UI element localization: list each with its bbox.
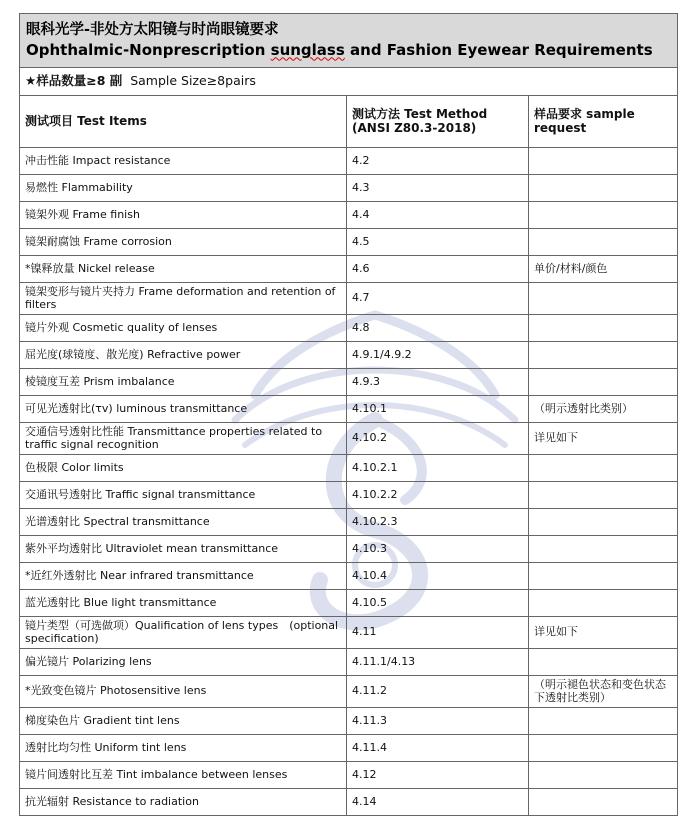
header-method-line2: (ANSI Z80.3-2018) [352,120,477,135]
title-en-prefix: Ophthalmic-Nonprescription [26,40,271,59]
header-items: 测试项目 Test Items [20,96,347,148]
test-item-cell: 冲击性能 Impact resistance [20,148,347,175]
table-row [20,617,678,649]
test-method-cell: 4.12 [347,762,529,789]
test-item-cell: 抗光辐射 Resistance to radiation [20,789,347,816]
sample-size-row [20,68,678,96]
test-item-cell: 屈光度(球镜度、散光度) Refractive power [20,342,347,369]
table-row [20,735,678,762]
test-method-cell: 4.8 [347,315,529,342]
test-item-cell: 棱镜度互差 Prism imbalance [20,369,347,396]
table-row [20,175,678,202]
test-method-cell: 4.14 [347,789,529,816]
title-en-underlined: sunglass [270,40,345,59]
table-row [20,283,678,315]
table-row [20,342,678,369]
sample-request-cell [529,202,678,229]
test-method-cell: 4.3 [347,175,529,202]
test-item-cell: 交通信号透射比性能 Transmittance properties related to traffic signal recognition [20,423,347,455]
test-item-cell: 镜架外观 Frame finish [20,202,347,229]
test-item-cell: 可见光透射比(τv) luminous transmittance [20,396,347,423]
sample-request-cell [529,649,678,676]
test-item-cell: 透射比均匀性 Uniform tint lens [20,735,347,762]
table-row [20,148,678,175]
sample-request-cell: （明示褪色状态和变色状态下透射比类别） [529,676,678,708]
test-item-cell: *近红外透射比 Near infrared transmittance [20,563,347,590]
sample-request-cell [529,762,678,789]
test-method-cell: 4.10.3 [347,536,529,563]
sample-request-cell [529,509,678,536]
test-item-cell: 紫外平均透射比 Ultraviolet mean transmittance [20,536,347,563]
sample-request-cell: 详见如下 [529,617,678,649]
test-item-cell: 交通讯号透射比 Traffic signal transmittance [20,482,347,509]
title-en [26,42,672,59]
header-method-line1: 测试方法 Test Method [352,106,488,121]
table-row [20,536,678,563]
test-item-cell: 镜架变形与镜片夹持力 Frame deformation and retention of filters [20,283,347,315]
sample-request-cell [529,563,678,590]
test-method-cell: 4.10.2.1 [347,455,529,482]
test-item-cell: *光致变色镜片 Photosensitive lens [20,676,347,708]
sample-request-cell [529,482,678,509]
table-row [20,256,678,283]
sample-request-cell [529,175,678,202]
test-method-cell: 4.2 [347,148,529,175]
test-method-cell: 4.5 [347,229,529,256]
table-row [20,590,678,617]
sample-request-cell [529,789,678,816]
test-method-cell: 4.9.3 [347,369,529,396]
test-item-cell: 镜片间透射比互差 Tint imbalance between lenses [20,762,347,789]
table-row [20,315,678,342]
title-en-suffix: and Fashion Eyewear Requirements [344,40,653,59]
title-zh: 眼科光学-非处方太阳镜与时尚眼镜要求 [26,22,279,39]
table-row [20,369,678,396]
test-method-cell: 4.10.1 [347,396,529,423]
title-cell [20,14,678,68]
table-row [20,762,678,789]
test-item-cell: 镜片外观 Cosmetic quality of lenses [20,315,347,342]
test-item-cell: 镜架耐腐蚀 Frame corrosion [20,229,347,256]
star-icon: ★ [25,73,37,89]
test-item-cell: 光谱透射比 Spectral transmittance [20,509,347,536]
test-method-cell: 4.11.1/4.13 [347,649,529,676]
table-row [20,789,678,816]
table-row [20,649,678,676]
sample-request-cell [529,735,678,762]
sample-request-cell [529,590,678,617]
test-method-cell: 4.11.4 [347,735,529,762]
test-method-cell: 4.11.2 [347,676,529,708]
sample-request-cell: 单价/材料/颜色 [529,256,678,283]
test-method-cell: 4.7 [347,283,529,315]
table-row [20,423,678,455]
test-method-cell: 4.9.1/4.9.2 [347,342,529,369]
sample-request-cell [529,283,678,315]
test-method-cell: 4.10.5 [347,590,529,617]
table-row [20,563,678,590]
title-row [20,14,678,68]
test-method-cell: 4.10.2.2 [347,482,529,509]
test-item-cell: 易燃性 Flammability [20,175,347,202]
test-method-cell: 4.10.2 [347,423,529,455]
table-row [20,229,678,256]
sample-request-cell [529,708,678,735]
sample-size-zh: 样品数量≥8 副 [36,73,123,89]
test-item-cell: 蓝光透射比 Blue light transmittance [20,590,347,617]
sample-size-cell [20,68,678,96]
sample-request-cell [529,455,678,482]
test-item-cell: 色极限 Color limits [20,455,347,482]
table-row [20,396,678,423]
sample-request-cell [529,536,678,563]
test-item-cell: 梯度染色片 Gradient tint lens [20,708,347,735]
test-item-cell: 镜片类型（可选做项）Qualification of lens types (optional specification) [20,617,347,649]
sample-request-cell [529,342,678,369]
header-row [20,96,678,148]
table-row [20,482,678,509]
header-request: 样品要求 sample request [529,96,678,148]
table-row [20,455,678,482]
sample-request-cell: 详见如下 [529,423,678,455]
test-item-cell: *镍释放量 Nickel release [20,256,347,283]
test-method-cell: 4.6 [347,256,529,283]
table-row [20,708,678,735]
test-method-cell: 4.4 [347,202,529,229]
sample-request-cell [529,229,678,256]
sample-request-cell: （明示透射比类别） [529,396,678,423]
sample-request-cell [529,369,678,396]
test-method-cell: 4.11.3 [347,708,529,735]
table-row [20,509,678,536]
table-row [20,676,678,708]
test-method-cell: 4.10.4 [347,563,529,590]
table-row [20,202,678,229]
test-item-cell: 偏光镜片 Polarizing lens [20,649,347,676]
test-method-cell: 4.10.2.3 [347,509,529,536]
sample-size-en: Sample Size≥8pairs [130,73,256,89]
sample-request-cell [529,148,678,175]
sample-request-cell [529,315,678,342]
header-method [347,96,529,148]
test-method-cell: 4.11 [347,617,529,649]
requirements-table [19,13,678,816]
